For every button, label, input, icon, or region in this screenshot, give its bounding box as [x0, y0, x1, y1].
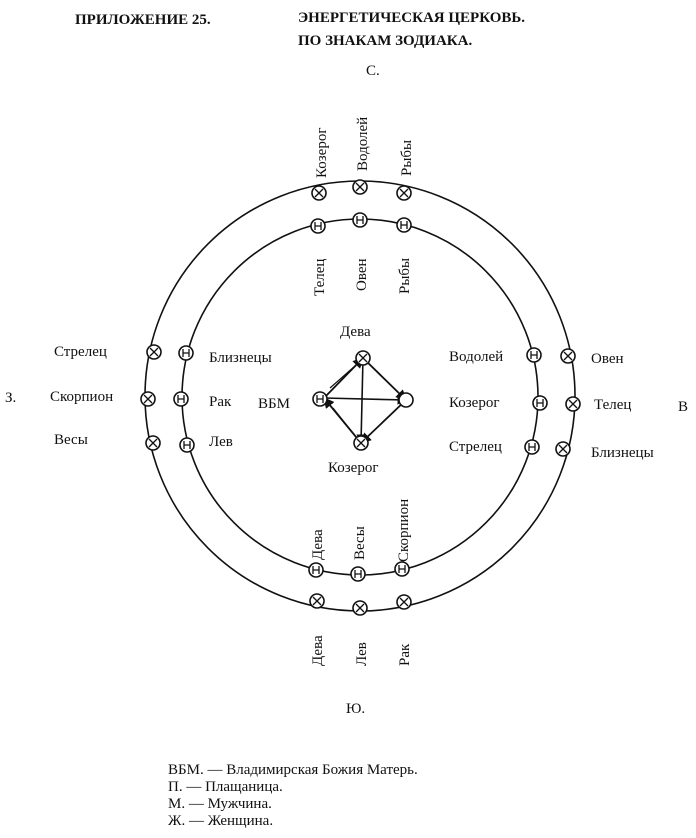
inner-node-scorpio	[395, 562, 409, 576]
inner-node-aries	[353, 213, 367, 227]
center-node-capricorn	[354, 436, 368, 450]
outer-label-aquarius: Водолей	[355, 116, 371, 171]
center-arrow-to-capricorn	[361, 400, 406, 443]
inner-node-libra	[351, 567, 365, 581]
inner-label-taurus: Телец	[312, 258, 328, 296]
outer-node-scorpio	[141, 392, 155, 406]
outer-node-capricorn	[312, 186, 326, 200]
outer-node-virgo	[310, 594, 324, 608]
inner-node-pisces	[397, 218, 411, 232]
outer-node-sagittarius	[147, 345, 161, 359]
direction-south: Ю.	[346, 701, 366, 717]
outer-label-cancer: Рак	[397, 643, 413, 666]
outer-label-gemini: Близнецы	[591, 445, 654, 461]
inner-node-sagittarius	[525, 440, 539, 454]
center-node-right	[399, 393, 413, 407]
inner-node-cancer	[174, 392, 188, 406]
legend-item-shroud: П. — Плащаница.	[168, 779, 283, 795]
inner-label-cancer: Рак	[209, 394, 232, 410]
outer-label-virgo: Дева	[310, 635, 326, 666]
diagram-title-line1: ЭНЕРГЕТИЧЕСКАЯ ЦЕРКОВЬ.	[298, 10, 526, 26]
outer-node-leo	[353, 601, 367, 615]
outer-label-sagittarius: Стрелец	[54, 344, 107, 360]
center-node-vbm	[313, 392, 327, 406]
inner-node-gemini	[179, 346, 193, 360]
inner-node-virgo	[309, 563, 323, 577]
inner-node-leo	[180, 438, 194, 452]
outer-node-cancer	[397, 595, 411, 609]
center-arrow-to-virgo	[324, 358, 363, 398]
direction-north: С.	[366, 63, 380, 79]
inner-label-pisces: Рыбы	[397, 257, 413, 294]
center-arrow-vertical	[361, 358, 363, 443]
legend-item-vbm: ВБМ. — Владимирская Божия Матерь.	[168, 762, 418, 778]
legend-item-woman: Ж. — Женщина.	[168, 813, 274, 829]
outer-label-capricorn: Козерог	[314, 127, 330, 178]
center-double-line-a	[330, 366, 355, 388]
inner-label-aries: Овен	[354, 258, 370, 291]
outer-node-taurus	[566, 397, 580, 411]
inner-label-gemini: Близнецы	[209, 350, 272, 366]
outer-node-gemini	[556, 442, 570, 456]
center-arrow-right	[363, 358, 406, 400]
inner-label-aquarius: Водолей	[449, 349, 504, 365]
legend-item-man: М. — Мужчина.	[168, 796, 272, 812]
appendix-label: ПРИЛОЖЕНИЕ 25.	[75, 12, 211, 28]
outer-label-libra: Весы	[54, 432, 88, 448]
outer-node-aries	[561, 349, 575, 363]
center-label-vbm: ВБМ	[258, 396, 290, 412]
center-label-virgo: Дева	[340, 324, 371, 340]
direction-east: В	[678, 399, 689, 415]
center-node-virgo	[356, 351, 370, 365]
outer-node-libra	[146, 436, 160, 450]
outer-label-taurus: Телец	[594, 397, 632, 413]
inner-label-virgo: Дева	[310, 529, 326, 560]
inner-node-capricorn	[533, 396, 547, 410]
inner-label-sagittarius: Стрелец	[449, 439, 502, 455]
outer-label-aries: Овен	[591, 351, 624, 367]
center-figure	[313, 351, 413, 450]
inner-node-taurus	[311, 219, 325, 233]
center-label-capricorn: Козерог	[328, 460, 379, 476]
outer-label-pisces: Рыбы	[399, 139, 415, 176]
outer-label-scorpio: Скорпион	[50, 389, 114, 405]
inner-label-scorpio: Скорпион	[396, 498, 412, 562]
inner-label-leo: Лев	[209, 434, 233, 450]
outer-node-aquarius	[353, 180, 367, 194]
inner-node-aquarius	[527, 348, 541, 362]
direction-west: З.	[5, 390, 17, 406]
legend	[168, 762, 418, 829]
outer-node-pisces	[397, 186, 411, 200]
center-double-line-b	[333, 408, 352, 432]
inner-label-capricorn: Козерог	[449, 395, 500, 411]
outer-label-leo: Лев	[354, 642, 370, 666]
inner-label-libra: Весы	[352, 526, 368, 560]
diagram-title-line2: ПО ЗНАКАМ ЗОДИАКА.	[298, 33, 473, 49]
center-arrow-horizontal	[324, 398, 406, 400]
